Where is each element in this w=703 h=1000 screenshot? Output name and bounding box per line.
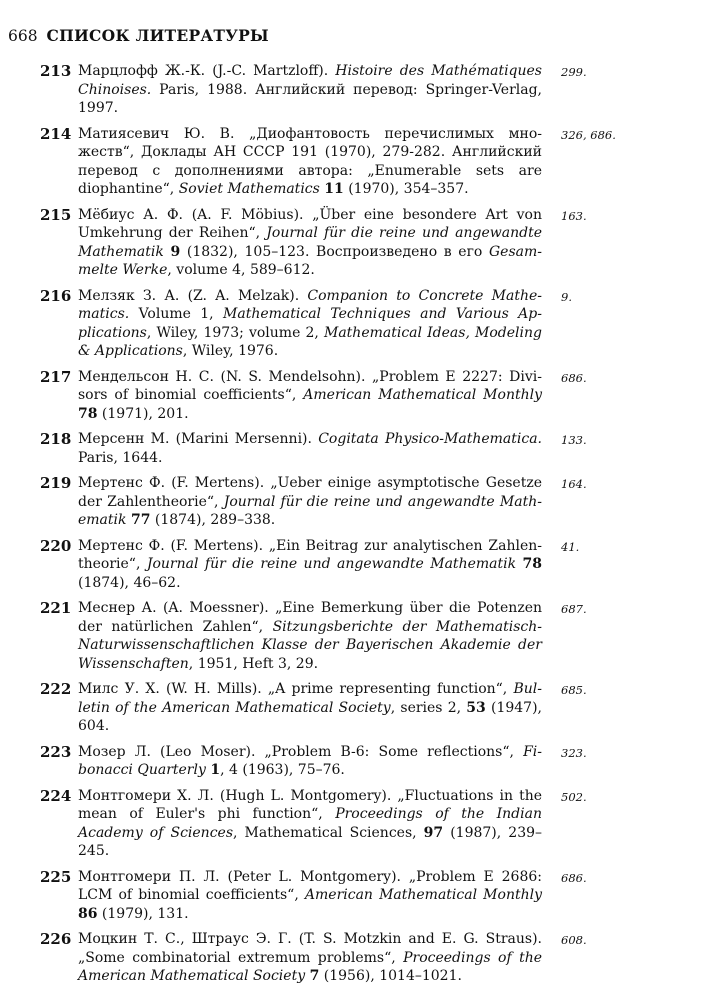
reference-volume: 11 (324, 181, 344, 197)
reference-cited-pages: 686. (561, 870, 587, 885)
reference-plain-text: Мёбиус А. Ф. (A. F. Möbius). „Über eine besondere Art von Umkehrung der Reihen“, (78, 206, 542, 241)
reference-text (78, 62, 542, 118)
reference-number: 225 (40, 867, 72, 886)
reference-text (78, 787, 542, 861)
reference-text (78, 743, 542, 780)
reference-cited-pages: 685. (561, 683, 587, 697)
reference-text (78, 430, 542, 467)
reference-number: 224 (40, 786, 72, 805)
reference-italic-text: Journal für die reine und angewandte Mathematik (146, 556, 517, 572)
reference-entry (40, 368, 640, 424)
reference-text (78, 599, 542, 673)
reference-plain-text: Мендельсон Н. С. (N. S. Mendelsohn). „Problem E 2227: Divisors of binomial coefficients“, (78, 368, 542, 403)
reference-italic-text: Soviet Mathematics (178, 181, 320, 197)
reference-plain-text: (1832), 105–123. Воспроизведено в его (180, 243, 489, 260)
reference-plain-text: , volume 4, 589–612. (167, 262, 315, 278)
reference-entry (40, 287, 640, 361)
reference-text (78, 930, 542, 986)
reference-plain-text: Мелзяк З. А. (Z. A. Melzak). (78, 287, 308, 304)
reference-entry (40, 787, 640, 861)
reference-number: 218 (40, 430, 72, 448)
page-number: 668 (8, 27, 38, 45)
reference-cited-pages: 133. (561, 433, 587, 447)
reference-italic-text: Mathematical Ideas, Modeling & Applications (78, 324, 542, 359)
reference-entry (40, 599, 640, 673)
reference-plain-text: (1971), 201. (97, 405, 189, 422)
reference-entry (40, 474, 640, 530)
reference-entry (40, 868, 640, 924)
reference-number: 223 (40, 742, 72, 761)
reference-volume: 77 (130, 512, 151, 528)
reference-italic-text: American Mathematical Monthly (303, 387, 542, 403)
reference-number: 222 (40, 680, 72, 698)
reference-plain-text: Paris, 1644. (78, 449, 163, 466)
reference-cited-pages: 163. (561, 208, 587, 223)
reference-cited-pages: 299. (561, 65, 587, 79)
reference-text (78, 368, 542, 424)
reference-italic-text: Companion to Concrete Mathematics. (78, 287, 542, 322)
reference-volume: 78 (78, 405, 98, 422)
reference-plain-text: Мерсенн М. (Marini Mersenni). (78, 431, 319, 447)
reference-cited-pages: 608. (561, 933, 587, 947)
reference-italic-text: Proceedings of the Indian Academy of Sciences (78, 806, 542, 841)
reference-plain-text: , Mathematical Sciences, (233, 824, 424, 841)
reference-italic-text: Journal für die reine und angewandte Mathematik (78, 225, 542, 260)
reference-italic-text: Sitzungsberichte der Mathematisch-Naturwissenschaftlichen Klasse der Bayerischen Akademie der Wissenschaften (78, 618, 542, 672)
reference-entry (40, 680, 640, 736)
reference-number: 216 (40, 286, 72, 305)
reference-plain-text: Мертенс Ф. (F. Mertens). „Ein Beitrag zur analytischen Zahlentheorie“, (78, 537, 542, 572)
reference-plain-text: (1947), 604. (78, 699, 543, 734)
reference-cited-pages: 164. (561, 477, 587, 491)
reference-entry (40, 62, 640, 118)
reference-plain-text: Моцкин Т. С., Штраус Э. Г. (T. S. Motzkin and E. G. Straus). „Some combinatorial extremum problems“, (78, 931, 542, 966)
reference-plain-text: (1970), 354–357. (343, 181, 469, 197)
reference-entry (40, 537, 640, 593)
reference-entry (40, 125, 640, 199)
reference-italic-text: Cogitata Physico-Mathematica. (318, 431, 542, 447)
reference-number: 214 (40, 124, 72, 143)
reference-plain-text: Матиясевич Ю. В. „Диофантовость перечислимых множеств“, Доклады АН СССР 191 (1970), 279-282. Английский перевод с дополнениями автора: „Enumerable sets are diophantine“, (78, 125, 542, 197)
reference-italic-text: Proceedings of the American Mathematical Society (78, 949, 542, 984)
reference-volume: 7 (309, 968, 320, 984)
reference-cited-pages: 326, 686. (561, 127, 616, 142)
reference-text (78, 125, 542, 199)
reference-italic-text: Mathematical Techniques and Various Applications (78, 306, 542, 341)
reference-plain-text: Марцлофф Ж.-К. (J.-C. Martzloff). (78, 63, 336, 79)
reference-volume: 1 (210, 762, 221, 778)
reference-cited-pages: 686. (561, 370, 587, 385)
page-title: СПИСОК ЛИТЕРАТУРЫ (46, 26, 269, 45)
reference-plain-text: , 1951, Heft 3, 29. (188, 655, 319, 672)
reference-plain-text: , Wiley, 1976. (182, 343, 279, 359)
reference-volume: 97 (423, 824, 444, 841)
reference-text (78, 868, 542, 924)
reference-italic-text: Journal für die reine und angewandte Mathematik (78, 493, 542, 528)
reference-plain-text: (1956), 1014–1021. (319, 968, 462, 984)
reference-plain-text: Монтгомери Х. Л. (Hugh L. Montgomery). „Fluctuations in the mean of Euler's phi function“, (78, 787, 542, 822)
reference-plain-text: (1874), 289–338. (150, 512, 276, 528)
reference-cited-pages: 41. (561, 539, 580, 554)
reference-entry (40, 206, 640, 280)
reference-plain-text: Меснер А. (A. Moessner). „Eine Bemerkung über die Potenzen der natürlichen Zahlen“, (78, 600, 542, 635)
reference-plain-text: (1874), 46–62. (78, 574, 181, 591)
reference-plain-text: Paris, 1988. Английский перевод: Springer-Verlag, 1997. (78, 81, 542, 116)
reference-entry (40, 743, 640, 780)
reference-cited-pages: 502. (561, 789, 587, 804)
reference-italic-text: American Mathematical Monthly (304, 887, 542, 903)
reference-italic-text: Fibonacci Quarterly (78, 743, 542, 778)
reference-number: 220 (40, 536, 72, 555)
reference-text (78, 474, 542, 530)
reference-volume: 9 (170, 243, 181, 260)
reference-plain-text: , Wiley, 1973; volume 2, (146, 324, 324, 341)
reference-plain-text: , 4 (1963), 75–76. (220, 762, 345, 778)
reference-volume: 86 (78, 905, 98, 922)
reference-number: 221 (40, 599, 72, 617)
reference-cited-pages: 687. (561, 602, 587, 616)
reference-number: 213 (40, 62, 72, 80)
reference-text (78, 287, 542, 361)
page-header (8, 26, 269, 46)
reference-cited-pages: 323. (561, 745, 587, 760)
reference-italic-text: Gesammelte Werke (78, 243, 543, 278)
reference-plain-text: (1987), 239–245. (78, 824, 543, 859)
reference-volume: 78 (522, 556, 542, 572)
reference-plain-text: Мозер Л. (Leo Moser). „Problem B-6: Some reflections“, (78, 743, 524, 760)
reference-plain-text: , series 2, (390, 699, 467, 716)
reference-number: 217 (40, 367, 72, 386)
reference-text (78, 537, 542, 593)
reference-volume: 53 (466, 699, 486, 716)
reference-number: 219 (40, 474, 72, 492)
reference-number: 226 (40, 930, 72, 948)
reference-list (40, 62, 640, 993)
reference-text (78, 680, 542, 736)
reference-plain-text: Volume 1, (129, 306, 224, 322)
reference-italic-text: Bulletin of the American Mathematical Society (78, 681, 542, 716)
reference-text (78, 206, 542, 280)
reference-plain-text: (1979), 131. (97, 905, 189, 922)
reference-plain-text: Милс У. Х. (W. H. Mills). „A prime representing function“, (78, 681, 514, 697)
reference-entry (40, 930, 640, 986)
reference-italic-text: Histoire des Mathématiques Chinoises. (78, 63, 542, 98)
reference-plain-text: Монтгомери П. Л. (Peter L. Montgomery). „Problem E 2686: LCM of binomial coefficients“, (78, 868, 542, 903)
reference-cited-pages: 9. (561, 289, 572, 304)
reference-plain-text: Мертенс Ф. (F. Mertens). „Ueber einige asymptotische Gesetze der Zahlentheorie“, (78, 475, 542, 510)
reference-entry (40, 430, 640, 467)
reference-number: 215 (40, 205, 72, 224)
